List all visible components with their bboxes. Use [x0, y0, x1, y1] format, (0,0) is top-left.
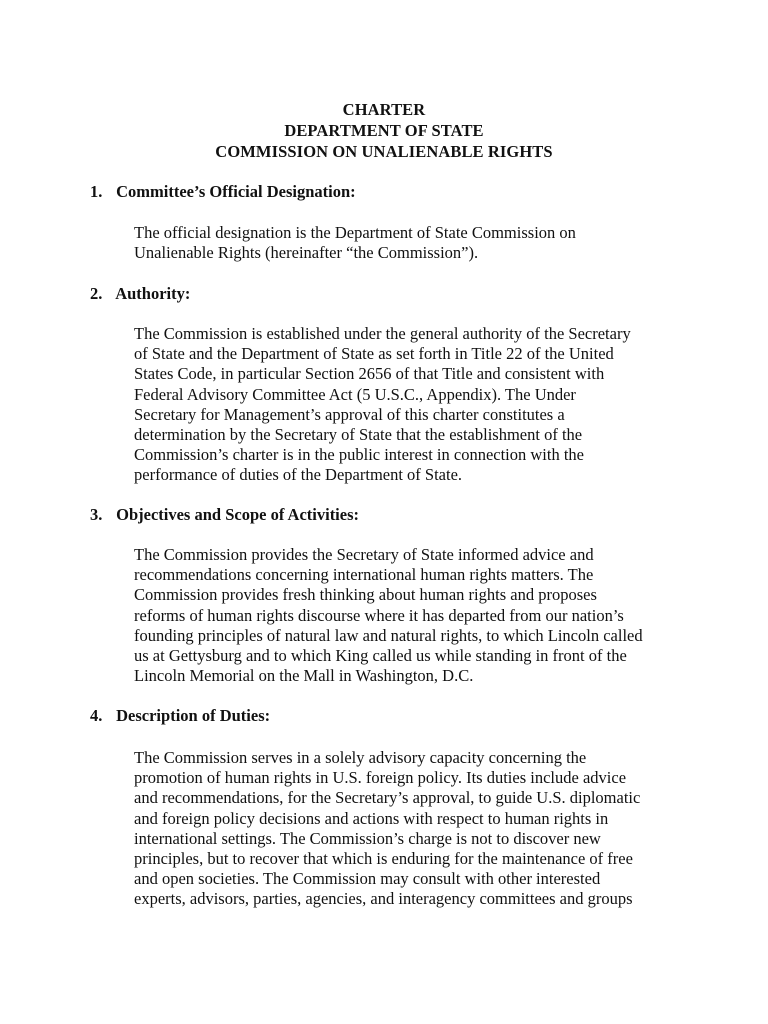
section-number: 2. — [90, 284, 103, 303]
title-line: COMMISSION ON UNALIENABLE RIGHTS — [215, 142, 553, 161]
section-number: 1. — [90, 182, 103, 201]
section-heading-authority — [90, 284, 190, 304]
body-line: founding principles of natural law and natural rights, to which Lincoln called — [134, 625, 643, 645]
section-heading-text: Authority: — [115, 284, 191, 303]
section-heading-objectives — [90, 505, 359, 525]
body-line: performance of duties of the Department of State. — [134, 465, 463, 485]
body-line: and recommendations, for the Secretary’s approval, to guide U.S. diplomatic — [134, 788, 641, 808]
document-title — [0, 99, 768, 162]
body-line: promotion of human rights in U.S. foreign policy. Its duties include advice — [134, 768, 627, 788]
body-line: and open societies. The Commission may consult with other interested — [134, 869, 601, 889]
body-line: The official designation is the Department of State Commission on — [134, 223, 576, 242]
body-line: experts, advisors, parties, agencies, and interagency committees and groups — [134, 889, 633, 909]
section-body-duties — [134, 748, 694, 910]
section-body-authority — [134, 324, 694, 486]
title-line: CHARTER — [342, 100, 426, 119]
body-line: principles, but to recover that which is enduring for the maintenance of free — [134, 849, 633, 869]
section-heading-text: Objectives and Scope of Activities: — [116, 505, 360, 524]
body-line: us at Gettysburg and to which King called us while standing in front of the — [134, 646, 627, 666]
body-line: The Commission provides the Secretary of State informed advice and — [134, 545, 594, 564]
section-heading-duties — [90, 706, 270, 726]
section-heading-text: Description of Duties: — [116, 706, 271, 725]
body-line: reforms of human rights discourse where it has departed from our nation’s — [134, 605, 624, 625]
section-number: 3. — [90, 505, 103, 524]
section-body-objectives — [134, 545, 694, 686]
body-line: States Code, in particular Section 2656 of that Title and consistent with — [134, 364, 605, 384]
section-heading-text: Committee’s Official Designation: — [116, 182, 356, 201]
title-line: DEPARTMENT OF STATE — [284, 121, 484, 140]
body-line: and foreign policy decisions and actions with respect to human rights in — [134, 808, 609, 828]
body-line: Commission’s charter is in the public interest in connection with the — [134, 445, 585, 465]
body-line: of State and the Department of State as set forth in Title 22 of the United — [134, 344, 614, 364]
body-line: recommendations concerning international human rights matters. The — [134, 565, 594, 585]
body-line: Lincoln Memorial on the Mall in Washington, D.C. — [134, 666, 474, 686]
body-line: Secretary for Management’s approval of this charter constitutes a — [134, 404, 565, 424]
body-line: determination by the Secretary of State that the establishment of the — [134, 425, 583, 445]
section-heading-designation — [90, 182, 356, 202]
section-body-designation — [134, 223, 694, 263]
body-line: The Commission serves in a solely advisory capacity concerning the — [134, 748, 587, 767]
body-line: Federal Advisory Committee Act (5 U.S.C., Appendix). The Under — [134, 384, 576, 404]
section-number: 4. — [90, 706, 103, 725]
body-line: Unalienable Rights (hereinafter “the Commission”). — [134, 243, 479, 263]
body-line: Commission provides fresh thinking about human rights and proposes — [134, 585, 597, 605]
body-line: The Commission is established under the general authority of the Secretary — [134, 324, 631, 343]
body-line: international settings. The Commission’s charge is not to discover new — [134, 828, 601, 848]
